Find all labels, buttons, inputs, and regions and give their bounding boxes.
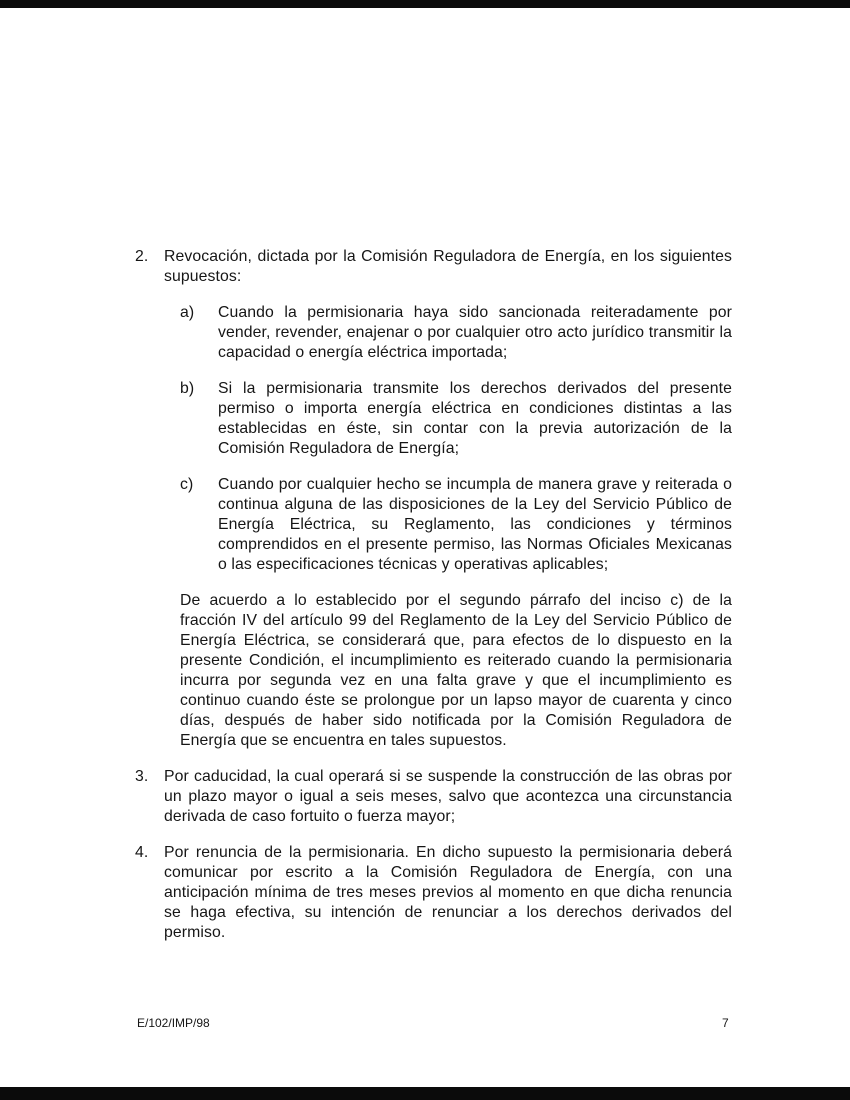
list-item-4-number: 4. — [135, 844, 149, 861]
sub-item-b-letter: b) — [180, 380, 195, 397]
scan-edge-top — [0, 0, 850, 8]
list-item-2-text: Revocación, dictada por la Comisión Reguladora de Energía, en los siguientes supuestos: — [164, 248, 732, 285]
sub-item-a — [180, 303, 732, 363]
sub-item-c-text: Cuando por cualquier hecho se incumpla de manera grave y reiterada o continua alguna de las disposiciones de la Ley del Servicio Público de Energía Eléctrica, su Reglamento, las condiciones y términos comprendidos en el presente permiso, las Normas Oficiales Mexicanas o las especificaciones técnicas y operativas aplicables; — [218, 476, 732, 573]
sub-item-c-letter: c) — [180, 476, 194, 493]
scan-edge-bottom — [0, 1087, 850, 1100]
sub-item-a-text: Cuando la permisionaria haya sido sancionada reiteradamente por vender, revender, enajenar o por cualquier otro acto jurídico transmitir la capacidad o energía eléctrica importada; — [218, 304, 732, 361]
sub-item-a-letter: a) — [180, 304, 195, 321]
list-item-4 — [135, 843, 732, 943]
note-paragraph: De acuerdo a lo establecido por el segundo párrafo del inciso c) de la fracción IV del artículo 99 del Reglamento de la Ley del Servicio Público de Energía Eléctrica, se considerará que, para efectos de lo dispuesto en la presente Condición, el incumplimiento es reiterado cuando la permisionaria incurra por segunda vez en una falta grave y que el incumplimiento es continuo cuando éste se prolongue por un lapso mayor de cuarenta y cinco días, después de haber sido notificada por la Comisión Reguladora de Energía que se encuentra en tales supuestos. — [180, 592, 732, 749]
footer-doc-code: E/102/IMP/98 — [137, 1016, 210, 1030]
list-item-4-text: Por renuncia de la permisionaria. En dicho supuesto la permisionaria deberá comunicar por escrito a la Comisión Reguladora de Energía, con una anticipación mínima de tres meses previos al momento en que dicha renuncia se haga efectiva, su intención de renunciar a los derechos derivados del permiso. — [164, 844, 732, 941]
list-item-3-text: Por caducidad, la cual operará si se suspende la construcción de las obras por un plazo mayor o igual a seis meses, salvo que acontezca una circunstancia derivada de caso fortuito o fuerza mayor; — [164, 768, 732, 825]
list-item-3 — [135, 767, 732, 827]
list-item-2-number: 2. — [135, 248, 149, 265]
sub-item-c — [180, 475, 732, 575]
document-content — [135, 247, 732, 959]
footer-page-number: 7 — [722, 1016, 729, 1030]
list-item-2 — [135, 247, 732, 287]
list-item-3-number: 3. — [135, 768, 149, 785]
sub-item-b — [180, 379, 732, 459]
sub-item-b-text: Si la permisionaria transmite los derechos derivados del presente permiso o importa energía eléctrica en condiciones distintas a las establecidas en éste, sin contar con la previa autorización de la Comisión Reguladora de Energía; — [218, 380, 732, 457]
